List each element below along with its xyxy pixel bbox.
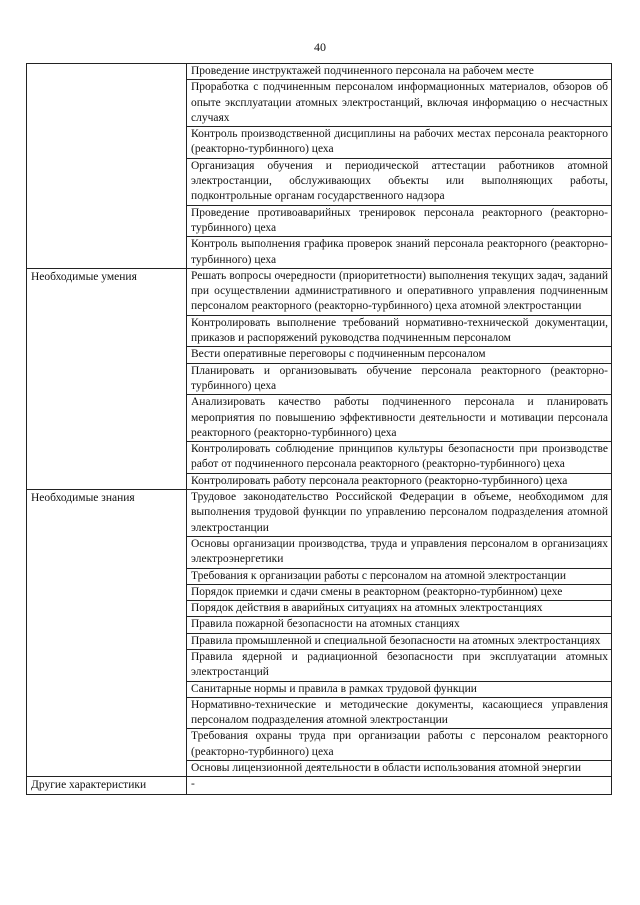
list-item: Трудовое законодательство Российской Федерации в объеме, необходимом для выполнения трудовой функции по управлению персоналом подразделения атомной электростанции	[191, 491, 608, 534]
table-row	[27, 64, 612, 269]
list-item: Требования охраны труда при организации работы с персоналом реакторного (реакторно-турбинного) цеха	[187, 728, 611, 760]
list-item: Решать вопросы очередности (приоритетности) выполнения текущих задач, заданий при осуществлении административного и оперативного управления подчиненным персоналом реакторного (реакторно-турбинного) цеха атомной электростанции	[191, 269, 608, 313]
list-item: Правила ядерной и радиационной безопасности при эксплуатации атомных электростанций	[187, 649, 611, 681]
list-item: Контроль выполнения графика проверок знаний персонала реакторного (реакторно-турбинного) цеха	[187, 236, 611, 268]
row-content	[187, 777, 612, 795]
list-item: Правила промышленной и специальной безопасности на атомных электростанциях	[187, 633, 611, 649]
list-item: Основы лицензионной деятельности в области использования атомной энергии	[187, 760, 611, 776]
list-item: Порядок действия в аварийных ситуациях на атомных электростанциях	[187, 600, 611, 616]
row-label-skills: Необходимые умения	[27, 268, 187, 489]
table-row	[27, 490, 612, 777]
list-item: Анализировать качество работы подчиненного персонала и планировать мероприятия по повышению эффективности деятельности и мотивации персонала реакторного (реакторно-турбинного) цеха	[187, 394, 611, 441]
other-value: -	[191, 778, 195, 791]
page-number: 40	[314, 40, 326, 54]
row-label-other: Другие характеристики	[27, 777, 187, 795]
list-item: Контролировать выполнение требований нормативно-технической документации, приказов и распоряжений руководства подчиненным персоналом	[187, 315, 611, 347]
list-item: Контролировать работу персонала реакторного (реакторно-турбинного) цеха	[187, 473, 611, 489]
list-item: Требования к организации работы с персоналом на атомной электростанции	[187, 568, 611, 584]
list-item: Проведение инструктажей подчиненного персонала на рабочем месте	[191, 65, 534, 77]
list-item: Правила пожарной безопасности на атомных станциях	[187, 616, 611, 632]
list-item: Проработка с подчиненным персоналом информационных материалов, обзоров об опыте эксплуатации атомных электростанций, включая информацию о несчастных случаях	[187, 79, 611, 126]
table-row	[27, 777, 612, 795]
list-item: Контроль производственной дисциплины на рабочих местах персонала реакторного (реакторно-турбинного) цеха	[187, 126, 611, 158]
row-label	[27, 64, 187, 269]
row-content	[187, 268, 612, 489]
list-item: Проведение противоаварийных тренировок персонала реакторного (реакторно-турбинного) цеха	[187, 205, 611, 237]
list-item: Порядок приемки и сдачи смены в реакторном (реакторно-турбинном) цехе	[187, 584, 611, 600]
list-item: Вести оперативные переговоры с подчиненным персоналом	[187, 346, 611, 362]
row-content	[187, 490, 612, 777]
table-row	[27, 268, 612, 489]
qualification-table	[26, 63, 612, 795]
list-item: Планировать и организовывать обучение персонала реакторного (реакторно-турбинного) цеха	[187, 363, 611, 395]
list-item: Нормативно-технические и методические документы, касающиеся управления персоналом подразделения атомной электростанции	[187, 697, 611, 729]
list-item: Основы организации производства, труда и управления персоналом в организациях электроэнергетики	[187, 536, 611, 568]
list-item: Контролировать соблюдение принципов культуры безопасности при производстве работ от подчиненного персонала реакторного (реакторно-турбинного) цеха	[187, 441, 611, 473]
row-label-knowledge: Необходимые знания	[27, 490, 187, 777]
list-item: Санитарные нормы и правила в рамках трудовой функции	[187, 681, 611, 697]
row-content	[187, 64, 612, 269]
list-item: Организация обучения и периодической аттестации работников атомной электростанции, обслуживающих объекты или выполняющих работы, подконтрольные органам государственного надзора	[187, 158, 611, 205]
